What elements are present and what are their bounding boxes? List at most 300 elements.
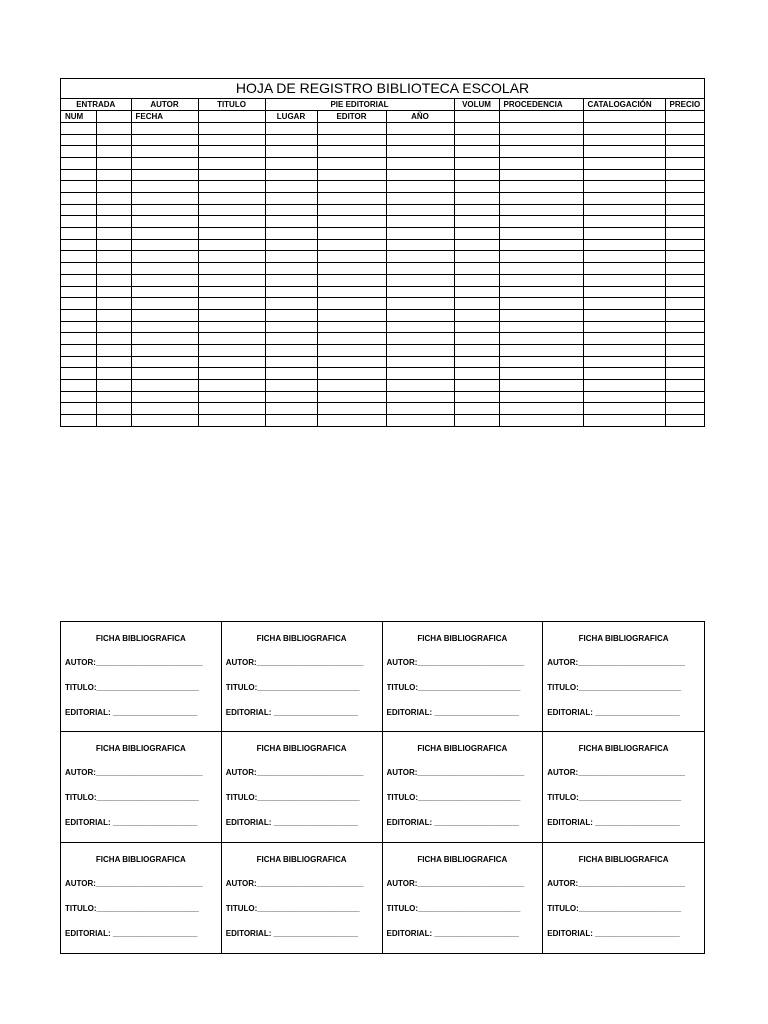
table-cell <box>583 344 665 356</box>
table-cell <box>198 368 265 380</box>
table-cell <box>665 146 704 158</box>
table-row <box>61 169 704 181</box>
table-cell <box>61 298 96 310</box>
table-row <box>61 286 704 298</box>
bibliographic-cards-grid <box>60 621 705 954</box>
table-cell <box>454 134 499 146</box>
table-cell <box>96 333 131 345</box>
col-header-titulo: TITULO <box>198 99 265 111</box>
table-row <box>61 157 704 169</box>
table-cell <box>454 146 499 158</box>
table-cell <box>131 193 198 205</box>
table-cell <box>499 193 583 205</box>
table-cell <box>198 415 265 427</box>
card-title: FICHA BIBLIOGRAFICA <box>256 744 347 754</box>
table-cell <box>198 204 265 216</box>
card-autor-line: AUTOR:________________________ <box>547 768 685 778</box>
table-cell <box>454 380 499 392</box>
table-row <box>61 356 704 368</box>
table-cell <box>665 122 704 134</box>
registry-sheet <box>60 78 705 427</box>
table-cell <box>265 157 317 169</box>
table-cell <box>265 391 317 403</box>
table-cell <box>317 380 386 392</box>
table-cell <box>583 263 665 275</box>
table-cell <box>265 228 317 240</box>
table-row <box>61 228 704 240</box>
table-cell <box>583 157 665 169</box>
table-cell <box>198 263 265 275</box>
table-cell <box>265 216 317 228</box>
table-cell <box>265 380 317 392</box>
table-cell <box>454 415 499 427</box>
table-cell <box>131 356 198 368</box>
table-cell <box>317 391 386 403</box>
table-cell <box>665 333 704 345</box>
card-autor-line: AUTOR:________________________ <box>225 768 364 778</box>
table-cell <box>96 380 131 392</box>
table-cell <box>583 321 665 333</box>
card-autor-line: AUTOR:________________________ <box>65 658 203 667</box>
bibliographic-card <box>543 732 704 842</box>
table-cell <box>265 122 317 134</box>
table-cell <box>665 415 704 427</box>
table-cell <box>61 157 96 169</box>
table-cell <box>317 415 386 427</box>
table-cell <box>386 356 454 368</box>
table-cell <box>198 169 265 181</box>
table-cell <box>317 181 386 193</box>
card-titulo-line: TITULO:_______________________ <box>386 683 521 692</box>
bibliographic-card <box>61 843 222 953</box>
card-editorial-line: EDITORIAL: ___________________ <box>547 818 680 828</box>
card-titulo-line: TITULO:_______________________ <box>547 683 682 692</box>
table-cell <box>499 239 583 251</box>
table-cell <box>61 344 96 356</box>
table-cell <box>96 146 131 158</box>
table-cell <box>499 368 583 380</box>
table-cell <box>265 286 317 298</box>
card-title: FICHA BIBLIOGRAFICA <box>256 634 347 643</box>
table-cell <box>317 169 386 181</box>
table-cell <box>386 415 454 427</box>
table-cell <box>583 380 665 392</box>
card-titulo-line: TITULO:_______________________ <box>386 793 521 803</box>
table-cell <box>665 286 704 298</box>
table-cell <box>96 344 131 356</box>
table-cell <box>454 286 499 298</box>
table-cell <box>131 239 198 251</box>
table-cell <box>665 239 704 251</box>
table-cell <box>665 111 704 123</box>
table-row <box>61 403 704 415</box>
table-cell <box>317 309 386 321</box>
table-row <box>61 181 704 193</box>
table-cell <box>499 309 583 321</box>
col-header-fecha: FECHA <box>131 111 198 123</box>
card-title: FICHA BIBLIOGRAFICA <box>578 744 669 754</box>
table-cell <box>386 193 454 205</box>
table-cell <box>265 333 317 345</box>
table-cell <box>386 204 454 216</box>
card-editorial-line: EDITORIAL: ___________________ <box>225 818 359 828</box>
table-row <box>61 415 704 427</box>
card-title: FICHA BIBLIOGRAFICA <box>417 854 508 864</box>
table-cell <box>198 216 265 228</box>
table-cell <box>499 415 583 427</box>
table-row <box>61 344 704 356</box>
card-titulo-line: TITULO:_______________________ <box>65 683 199 692</box>
table-cell <box>499 169 583 181</box>
table-cell <box>265 321 317 333</box>
table-cell <box>317 239 386 251</box>
table-cell <box>198 181 265 193</box>
table-cell <box>583 368 665 380</box>
table-cell <box>96 111 131 123</box>
table-cell <box>317 146 386 158</box>
table-cell <box>61 356 96 368</box>
table-cell <box>386 263 454 275</box>
table-row <box>61 122 704 134</box>
table-cell <box>61 134 96 146</box>
table-cell <box>61 204 96 216</box>
table-cell <box>583 298 665 310</box>
table-cell <box>96 239 131 251</box>
table-cell <box>583 403 665 415</box>
table-cell <box>454 333 499 345</box>
table-cell <box>265 146 317 158</box>
table-cell <box>317 193 386 205</box>
col-header-num: NUM <box>61 111 96 123</box>
table-cell <box>131 403 198 415</box>
table-cell <box>96 309 131 321</box>
col-header-anio: AÑO <box>386 111 454 123</box>
table-row <box>61 309 704 321</box>
table-cell <box>454 344 499 356</box>
card-titulo-line: TITULO:_______________________ <box>547 903 682 913</box>
table-cell <box>665 368 704 380</box>
table-row <box>61 380 704 392</box>
card-title: FICHA BIBLIOGRAFICA <box>417 744 508 754</box>
table-cell <box>583 309 665 321</box>
table-cell <box>454 356 499 368</box>
table-cell <box>454 298 499 310</box>
table-cell <box>454 216 499 228</box>
table-cell <box>317 274 386 286</box>
table-cell <box>131 169 198 181</box>
card-titulo-line: TITULO:_______________________ <box>65 793 199 803</box>
table-cell <box>265 415 317 427</box>
table-cell <box>386 228 454 240</box>
table-cell <box>61 391 96 403</box>
table-cell <box>198 111 265 123</box>
table-cell <box>499 344 583 356</box>
table-cell <box>198 146 265 158</box>
bibliographic-card <box>543 843 704 953</box>
table-cell <box>317 216 386 228</box>
table-cell <box>61 122 96 134</box>
table-cell <box>198 321 265 333</box>
table-cell <box>96 228 131 240</box>
table-cell <box>583 356 665 368</box>
bibliographic-card <box>383 732 544 842</box>
table-cell <box>61 263 96 275</box>
table-cell <box>499 251 583 263</box>
card-titulo-line: TITULO:_______________________ <box>65 903 199 913</box>
table-cell <box>198 286 265 298</box>
table-cell <box>198 122 265 134</box>
card-title: FICHA BIBLIOGRAFICA <box>95 634 186 643</box>
table-cell <box>131 286 198 298</box>
table-cell <box>198 344 265 356</box>
table-row <box>61 216 704 228</box>
table-cell <box>454 169 499 181</box>
card-title: FICHA BIBLIOGRAFICA <box>578 634 669 643</box>
table-cell <box>499 216 583 228</box>
table-cell <box>454 321 499 333</box>
table-cell <box>198 134 265 146</box>
bibliographic-card <box>383 843 544 953</box>
table-cell <box>386 403 454 415</box>
card-title: FICHA BIBLIOGRAFICA <box>256 854 347 864</box>
table-cell <box>665 403 704 415</box>
table-cell <box>499 263 583 275</box>
table-cell <box>61 333 96 345</box>
table-cell <box>665 263 704 275</box>
table-cell <box>96 356 131 368</box>
table-cell <box>131 122 198 134</box>
table-cell <box>665 181 704 193</box>
table-cell <box>454 251 499 263</box>
table-cell <box>499 134 583 146</box>
card-autor-line: AUTOR:________________________ <box>225 878 364 888</box>
table-cell <box>386 134 454 146</box>
table-cell <box>96 157 131 169</box>
table-cell <box>131 333 198 345</box>
table-cell <box>583 251 665 263</box>
table-cell <box>61 415 96 427</box>
table-cell <box>131 204 198 216</box>
table-cell <box>665 344 704 356</box>
table-cell <box>386 380 454 392</box>
table-cell <box>583 286 665 298</box>
table-cell <box>198 251 265 263</box>
card-title: FICHA BIBLIOGRAFICA <box>95 854 186 864</box>
table-cell <box>317 368 386 380</box>
table-cell <box>96 193 131 205</box>
table-cell <box>499 111 583 123</box>
table-cell <box>96 274 131 286</box>
card-editorial-line: EDITORIAL: ___________________ <box>65 928 198 938</box>
table-cell <box>317 333 386 345</box>
table-cell <box>198 309 265 321</box>
col-header-precio: PRECIO <box>665 99 704 111</box>
table-cell <box>317 263 386 275</box>
table-cell <box>499 157 583 169</box>
card-autor-line: AUTOR:________________________ <box>65 768 203 778</box>
table-cell <box>317 122 386 134</box>
table-cell <box>96 368 131 380</box>
bibliographic-card <box>383 622 544 732</box>
table-cell <box>131 263 198 275</box>
card-autor-line: AUTOR:________________________ <box>386 658 525 667</box>
table-cell <box>583 333 665 345</box>
table-cell <box>583 415 665 427</box>
table-cell <box>454 263 499 275</box>
table-row <box>61 274 704 286</box>
table-cell <box>454 403 499 415</box>
table-cell <box>499 333 583 345</box>
table-cell <box>499 204 583 216</box>
table-cell <box>61 146 96 158</box>
card-editorial-line: EDITORIAL: ___________________ <box>386 928 519 938</box>
table-cell <box>61 228 96 240</box>
table-cell <box>386 157 454 169</box>
table-cell <box>131 321 198 333</box>
table-cell <box>386 181 454 193</box>
registry-table <box>61 99 704 426</box>
table-cell <box>61 181 96 193</box>
card-autor-line: AUTOR:________________________ <box>386 878 525 888</box>
table-cell <box>61 251 96 263</box>
table-cell <box>317 298 386 310</box>
table-cell <box>386 391 454 403</box>
col-header-entrada: ENTRADA <box>61 99 131 111</box>
card-title: FICHA BIBLIOGRAFICA <box>417 634 508 643</box>
table-cell <box>265 403 317 415</box>
card-autor-line: AUTOR:________________________ <box>386 768 525 778</box>
table-cell <box>265 368 317 380</box>
table-cell <box>665 157 704 169</box>
card-editorial-line: EDITORIAL: ___________________ <box>65 708 198 717</box>
card-editorial-line: EDITORIAL: ___________________ <box>225 708 359 717</box>
table-cell <box>61 321 96 333</box>
table-cell <box>454 391 499 403</box>
card-titulo-line: TITULO:_______________________ <box>225 683 360 692</box>
table-cell <box>386 368 454 380</box>
table-cell <box>198 380 265 392</box>
table-row <box>61 204 704 216</box>
table-cell <box>198 403 265 415</box>
table-cell <box>499 274 583 286</box>
bibliographic-card <box>543 622 704 732</box>
col-header-pie-editorial: PIE EDITORIAL <box>265 99 454 111</box>
table-row <box>61 391 704 403</box>
table-cell <box>61 169 96 181</box>
table-cell <box>454 193 499 205</box>
table-cell <box>499 403 583 415</box>
table-cell <box>96 204 131 216</box>
table-row <box>61 321 704 333</box>
table-cell <box>386 169 454 181</box>
table-cell <box>499 286 583 298</box>
table-cell <box>265 204 317 216</box>
table-cell <box>583 134 665 146</box>
table-cell <box>317 356 386 368</box>
table-cell <box>265 274 317 286</box>
table-cell <box>454 239 499 251</box>
bibliographic-card <box>61 622 222 732</box>
table-cell <box>131 298 198 310</box>
table-cell <box>583 204 665 216</box>
card-autor-line: AUTOR:________________________ <box>547 878 685 888</box>
table-cell <box>499 356 583 368</box>
table-cell <box>96 251 131 263</box>
table-cell <box>61 368 96 380</box>
header-row-1 <box>61 99 704 111</box>
table-cell <box>131 146 198 158</box>
table-cell <box>386 251 454 263</box>
table-cell <box>665 169 704 181</box>
table-cell <box>265 134 317 146</box>
table-cell <box>61 309 96 321</box>
table-cell <box>317 251 386 263</box>
table-cell <box>96 286 131 298</box>
table-cell <box>386 333 454 345</box>
bibliographic-card <box>61 732 222 842</box>
table-cell <box>96 122 131 134</box>
table-cell <box>96 391 131 403</box>
table-cell <box>198 274 265 286</box>
table-cell <box>499 391 583 403</box>
table-cell <box>454 157 499 169</box>
table-cell <box>499 321 583 333</box>
table-cell <box>96 263 131 275</box>
table-cell <box>131 344 198 356</box>
table-cell <box>665 228 704 240</box>
table-cell <box>454 111 499 123</box>
table-cell <box>665 134 704 146</box>
card-editorial-line: EDITORIAL: ___________________ <box>386 818 519 828</box>
table-cell <box>499 181 583 193</box>
table-cell <box>665 251 704 263</box>
table-row <box>61 146 704 158</box>
card-autor-line: AUTOR:________________________ <box>547 658 685 667</box>
table-cell <box>583 169 665 181</box>
table-cell <box>131 157 198 169</box>
table-cell <box>583 391 665 403</box>
table-cell <box>665 298 704 310</box>
table-cell <box>583 239 665 251</box>
table-cell <box>131 251 198 263</box>
table-row <box>61 263 704 275</box>
card-autor-line: AUTOR:________________________ <box>65 878 203 888</box>
table-cell <box>317 403 386 415</box>
table-cell <box>96 216 131 228</box>
table-cell <box>61 274 96 286</box>
card-titulo-line: TITULO:_______________________ <box>547 793 682 803</box>
table-cell <box>131 391 198 403</box>
table-cell <box>454 274 499 286</box>
card-titulo-line: TITULO:_______________________ <box>225 793 360 803</box>
table-cell <box>61 403 96 415</box>
table-cell <box>198 333 265 345</box>
col-header-procedencia: PROCEDENCIA <box>499 99 583 111</box>
card-editorial-line: EDITORIAL: ___________________ <box>225 928 359 938</box>
card-editorial-line: EDITORIAL: ___________________ <box>547 928 680 938</box>
table-cell <box>386 321 454 333</box>
table-cell <box>386 344 454 356</box>
table-cell <box>265 239 317 251</box>
table-cell <box>583 274 665 286</box>
table-cell <box>61 380 96 392</box>
table-cell <box>131 415 198 427</box>
table-cell <box>499 380 583 392</box>
table-cell <box>583 228 665 240</box>
table-cell <box>198 228 265 240</box>
table-row <box>61 193 704 205</box>
col-header-volum: VOLUM <box>454 99 499 111</box>
